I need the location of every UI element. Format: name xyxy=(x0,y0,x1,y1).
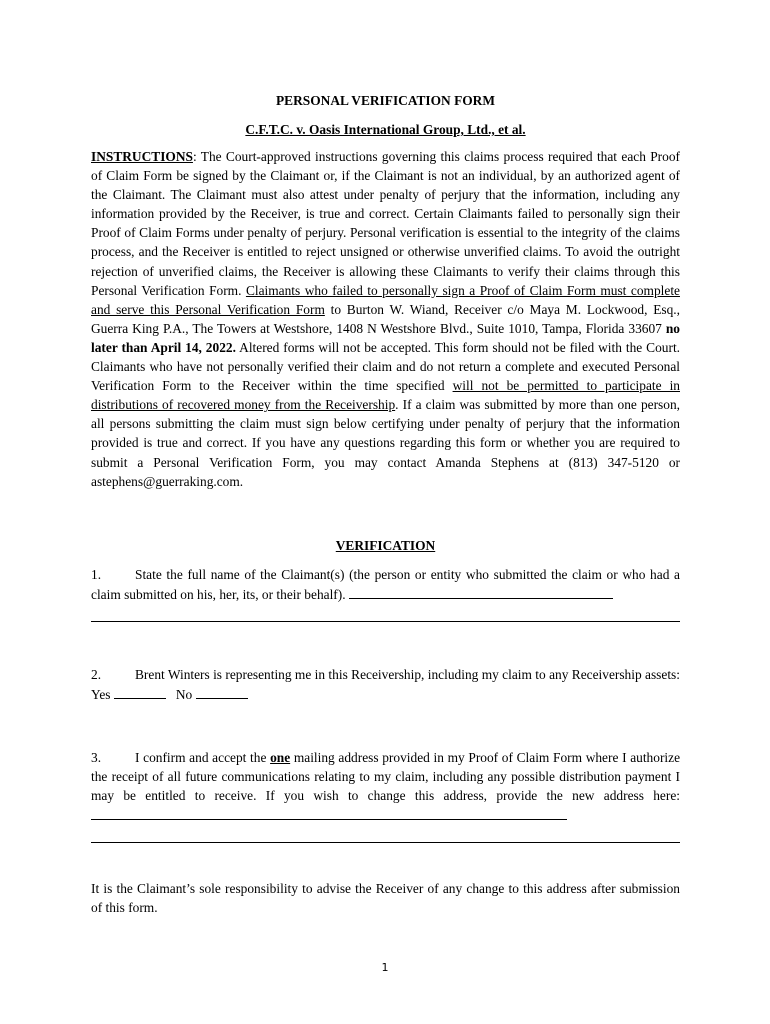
new-address-field[interactable] xyxy=(91,805,567,820)
claimant-name-field-line-2[interactable] xyxy=(91,621,680,622)
item-1-text: State the full name of the Claimant(s) (the person or entity who submitted the claim or who had a claim submitted on his, her, its, or their behalf). xyxy=(91,566,680,602)
instructions-label: INSTRUCTIONS xyxy=(91,149,193,164)
verification-item-1 xyxy=(91,565,680,622)
instructions-underlined-1: Claimants who failed to personally sign a Proof of Claim Form must complete and serve this Personal Verification Form xyxy=(91,282,680,317)
closing-note: It is the Claimant’s sole responsibility to advise the Receiver of any change to this address after submission of this form. xyxy=(91,880,680,915)
instructions-text-1: : The Court-approved instructions governing this claims process required that each Proof of Claim Form be signed by the Claimant or, if the Claimant is not an individual, by an authorized agent of the Claimant. The Claimant must also attest under penalty of perjury that the information, including any information provided by the Receiver, is true and correct. Certain Claimants failed to personally sign their Proof of Claim Forms under penalty of perjury. Personal verification is essential to the integrity of the claims process, and the Receiver is entitled to reject unsigned or otherwise unverified claims. To avoid the outright rejection of unverified claims, the Receiver is allowing these Claimants to verify their claims through this Personal Verification Form. xyxy=(91,149,680,298)
no-label: No xyxy=(175,686,193,702)
deadline-text: no later than April 14, 2022. xyxy=(91,320,680,355)
verification-item-3 xyxy=(91,748,680,843)
item-2-number: 2. xyxy=(91,666,102,682)
instructions-text-3: Altered forms will not be accepted. This form should not be filed with the Court. Claimants who have not personally verified their claim and do not return a complete and executed Personal Verification Form to the Receiver within the time specified xyxy=(91,339,681,394)
new-address-field-line-2[interactable] xyxy=(91,842,680,843)
instructions-underlined-2: will not be permitted to participate in distributions of recovered money from the Receivership xyxy=(91,378,680,413)
instructions-text-4: . If a claim was submitted by more than one person, all persons submitting the claim must sign below certifying under penalty of perjury that the information provided is true and correct. If you have any questions regarding this form or whether you are required to submit a Personal Verification Form, you may contact Amanda Stephens at (813) 347-5120 or astephens@guerraking.com. xyxy=(91,397,680,489)
page-number: 1 xyxy=(381,961,389,974)
claimant-name-field[interactable] xyxy=(349,584,613,599)
item-2-text: Brent Winters is representing me in this Receivership, including my claim to any Receivership assets: xyxy=(135,666,680,682)
instructions-text-2: to Burton W. Wiand, Receiver c/o Maya M. Lockwood, Esq., Guerra King P.A., The Towers at Westshore, 1408 N Westshore Blvd., Suite 1010, Tampa, Florida 33607 xyxy=(91,301,680,336)
item-3-text-before: I confirm and accept the xyxy=(135,749,271,765)
form-title: PERSONAL VERIFICATION FORM xyxy=(276,93,495,108)
document-page xyxy=(91,92,680,917)
yes-field[interactable] xyxy=(114,684,166,699)
verification-heading: VERIFICATION xyxy=(335,537,436,553)
item-3-text-after: mailing address provided in my Proof of Claim Form where I authorize the receipt of all future communications relating to my claim, including any possible distribution payment I may be entitled to receive. If you wish to change this address, provide the new address here: xyxy=(91,749,681,803)
item-1-number: 1. xyxy=(91,566,102,582)
yes-label: Yes xyxy=(91,686,111,702)
verification-item-2 xyxy=(91,665,680,704)
no-field[interactable] xyxy=(196,684,248,699)
item-3-emphasis: one xyxy=(270,749,291,765)
case-caption: C.F.T.C. v. Oasis International Group, Ltd., et al. xyxy=(245,122,526,137)
instructions-paragraph xyxy=(91,147,680,491)
item-3-number: 3. xyxy=(91,749,102,765)
